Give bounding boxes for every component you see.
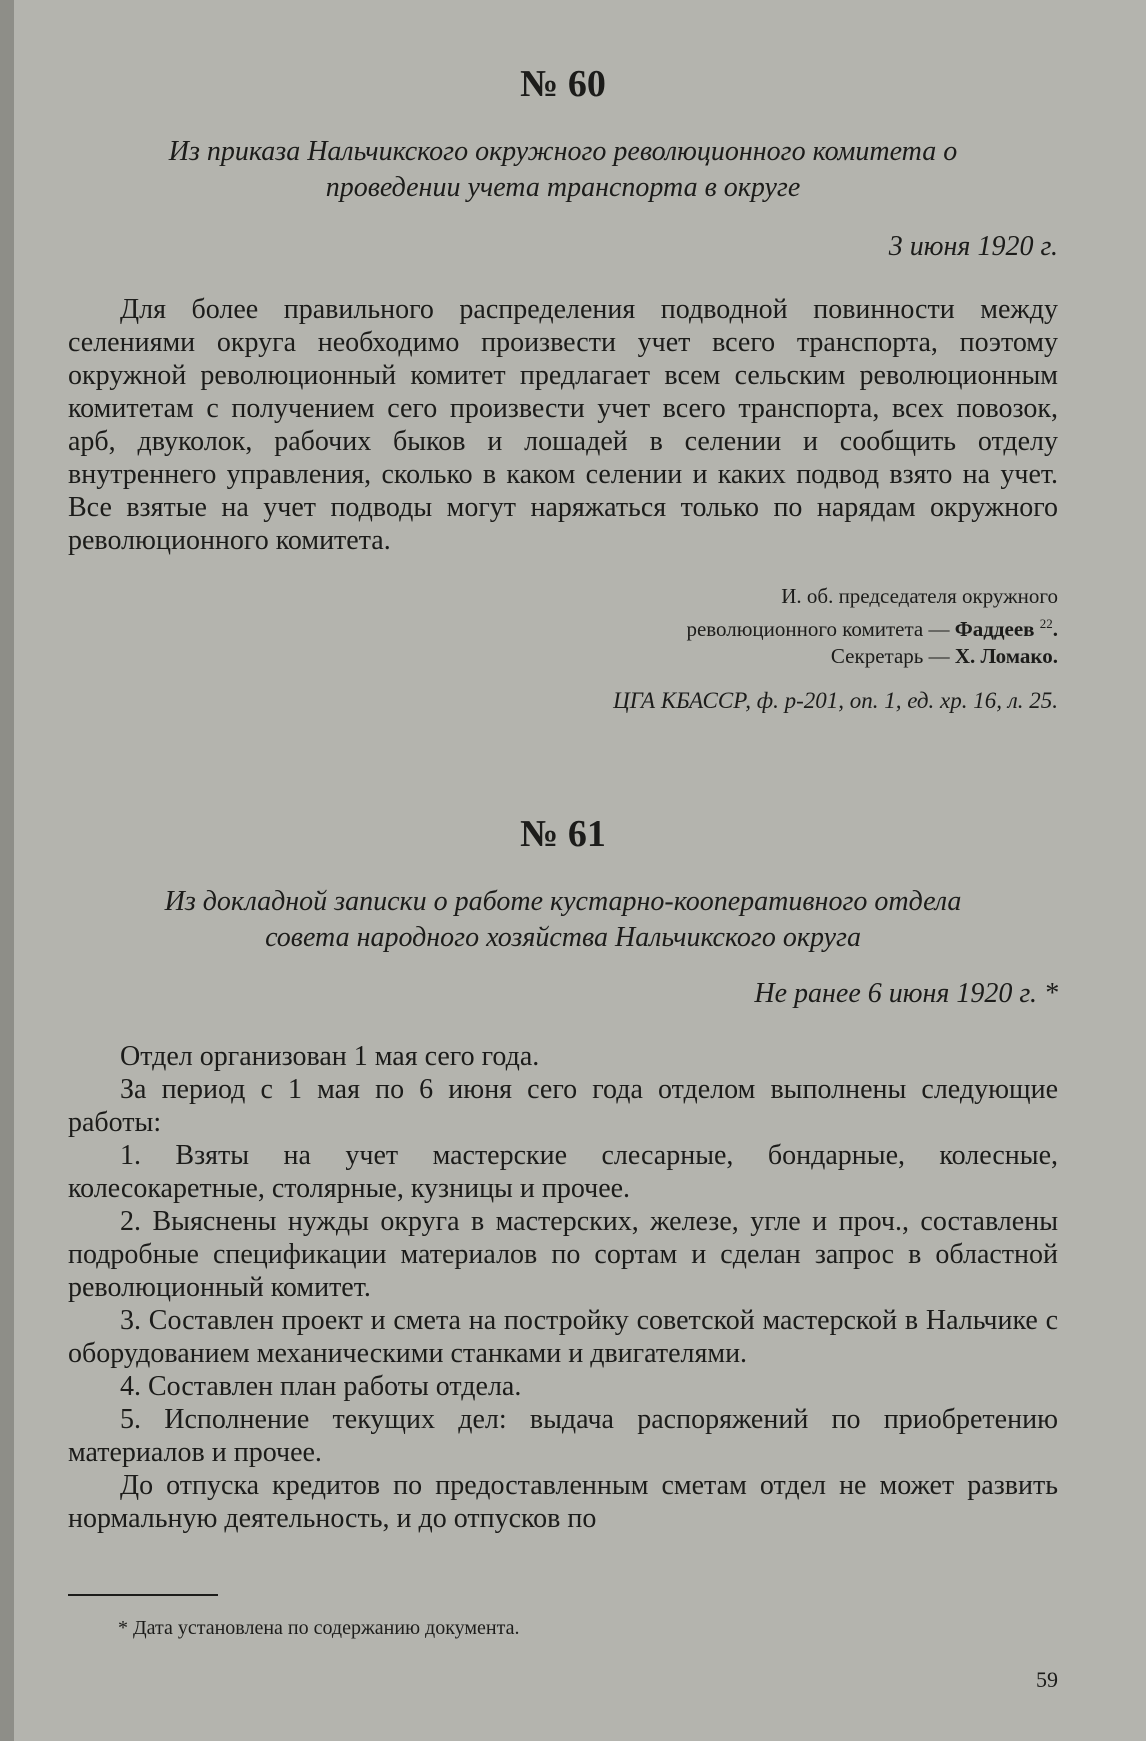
scan-edge-shadow xyxy=(0,0,14,1741)
signature-line: Секретарь — Х. Ломако. xyxy=(830,644,1058,668)
document-title: Из приказа Нальчикского окружного революционного комитета о проведении учета транспорта в округе xyxy=(168,136,958,203)
footnote-divider xyxy=(68,1594,218,1596)
document-body xyxy=(68,1040,1058,1535)
paragraph: 1. Взяты на учет мастерские слесарные, бондарные, колесные, колесокаретные, столярные, кузницы и прочее. xyxy=(68,1140,1058,1204)
note-reference: 22 xyxy=(1039,616,1053,631)
document-title: Из докладной записки о работе кустарно-кооперативного отдела совета народного хозяйства Нальчикского округа xyxy=(164,886,962,953)
paragraph: 2. Выяснены нужды округа в мастерских, железе, угле и проч., составлены подробные спецификации материалов по сортам и сделан запрос в областной революционный комитет. xyxy=(68,1206,1058,1303)
signature-line: революционного комитета — Фаддеев $^{22}$. xyxy=(686,616,1058,641)
paragraph: До отпуска кредитов по предоставленным сметам отдел не может развить нормальную деятельность, и до отпусков по xyxy=(68,1470,1058,1534)
document-number: № 60 xyxy=(520,63,606,105)
signer-name: Фаддеев xyxy=(954,617,1035,641)
footnote: * Дата установлена по содержанию документа. xyxy=(118,1617,520,1639)
document-date: Не ранее 6 июня 1920 г. * xyxy=(754,978,1058,1009)
paragraph: 4. Составлен план работы отдела. xyxy=(120,1371,522,1402)
document-number: № 61 xyxy=(520,813,606,855)
document-60 xyxy=(68,62,1058,714)
paragraph: 3. Составлен проект и смета на постройку советской мастерской в Нальчике с оборудованием механическими станками и двигателями. xyxy=(68,1305,1058,1369)
signature-line: И. об. председателя окружного xyxy=(781,584,1058,608)
paragraph: 5. Исполнение текущих дел: выдача распоряжений по приобретению материалов и прочее. xyxy=(68,1404,1058,1468)
paragraph: Для более правильного распределения подводной повинности между селениями округа необходимо произвести учет всего транспорта, поэтому окружной революционный комитет предлагает всем сельским революционным комитетам с получением сего произвести учет всего транспорта, всех повозок, арб, двуколок, рабочих быков и лошадей в селении и сообщить отделу внутреннего управления, сколько в каком селении и каких подвод взято на учет. Все взятые на учет подводы могут наряжаться только по нарядам окружного революционного комитета. xyxy=(68,294,1058,556)
signature-block xyxy=(68,583,1058,670)
document-date: 3 июня 1920 г. xyxy=(888,231,1058,262)
document-body xyxy=(68,293,1058,557)
paragraph: За период с 1 мая по 6 июня сего года отделом выполнены следующие работы: xyxy=(68,1074,1058,1138)
document-61 xyxy=(68,812,1058,1535)
page-number: 59 xyxy=(1036,1667,1058,1692)
paragraph: Отдел организован 1 мая сего года. xyxy=(120,1041,540,1072)
archive-source: ЦГА КБАССР, ф. р-201, оп. 1, ед. хр. 16, л. 25. xyxy=(613,688,1058,713)
signer-name: Х. Ломако. xyxy=(954,644,1058,668)
